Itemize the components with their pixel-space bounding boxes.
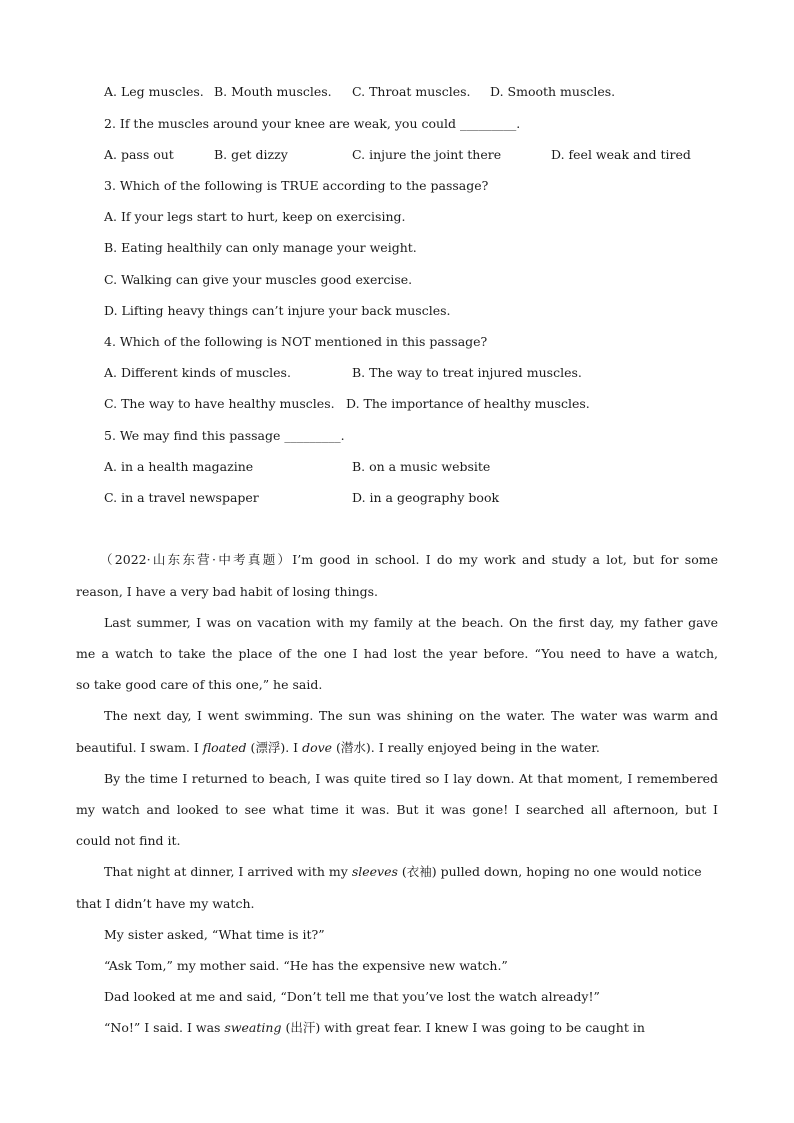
q2-stem: 2. If the muscles around your knee are weak, you could _________. (104, 116, 521, 131)
text-segment: beautiful. I swam. I (76, 740, 203, 755)
q3-option-d: D. Lifting heavy things can’t injure your back muscles. (104, 303, 451, 318)
passage-p3-line1: The next day, I went swimming. The sun was shining on the water. The water was warm and (104, 708, 718, 723)
passage-p2-line2: me a watch to take the place of the one I had lost the year before. “You need to have a watch, (76, 646, 718, 661)
q5-option-c: C. in a travel newspaper (104, 490, 259, 505)
text-segment: (衣袖) pulled down, hoping no one would notice (397, 864, 702, 879)
vocab-sleeves: sleeves (351, 864, 398, 879)
passage-p2-line1: Last summer, I was on vacation with my family at the beach. On the first day, my father gave (104, 615, 718, 630)
q4-option-d: D. The importance of healthy muscles. (346, 396, 590, 411)
q5-stem: 5. We may find this passage _________. (104, 428, 345, 443)
passage-p4-line3: could not find it. (76, 833, 181, 848)
passage-p5-line1 (104, 864, 702, 880)
passage-p4-line2: my watch and looked to see what time it was. But it was gone! I searched all afternoon, but I (76, 802, 718, 817)
q4-option-b: B. The way to treat injured muscles. (352, 365, 582, 380)
passage-p8: Dad looked at me and said, “Don’t tell me that you’ve lost the watch already!” (104, 989, 600, 1004)
text-segment: “No!” I said. I was (104, 1020, 225, 1035)
q4-option-a: A. Different kinds of muscles. (104, 365, 291, 380)
q1-option-b: B. Mouth muscles. (214, 84, 332, 99)
q2-option-b: B. get dizzy (214, 147, 288, 162)
passage-p2-line3: so take good care of this one,” he said. (76, 677, 323, 692)
passage-p7: “Ask Tom,” my mother said. “He has the expensive new watch.” (104, 958, 508, 973)
q2-option-a: A. pass out (104, 147, 174, 162)
vocab-dove: dove (302, 740, 333, 755)
passage-p6: My sister asked, “What time is it?” (104, 927, 325, 942)
passage-p1-line1: （2022·山东东营·中考真题）I’m good in school. I do my work and study a lot, but for some (100, 552, 718, 567)
q4-option-c: C. The way to have healthy muscles. (104, 396, 335, 411)
q5-option-d: D. in a geography book (352, 490, 500, 505)
q3-option-a: A. If your legs start to hurt, keep on exercising. (104, 209, 406, 224)
q3-option-b: B. Eating healthily can only manage your weight. (104, 240, 417, 255)
q4-stem: 4. Which of the following is NOT mentioned in this passage? (104, 334, 488, 349)
vocab-floated: floated (202, 740, 247, 755)
q1-option-c: C. Throat muscles. (352, 84, 471, 99)
passage-p9 (104, 1020, 645, 1036)
q1-option-a: A. Leg muscles. (104, 84, 204, 99)
q5-option-a: A. in a health magazine (104, 459, 254, 474)
text-segment: (潜水). I really enjoyed being in the water. (332, 740, 600, 755)
text-segment: (漂浮). I (246, 740, 303, 755)
text-segment: (出汗) with great fear. I knew I was going to be caught in (281, 1020, 645, 1035)
passage-p1-line2: reason, I have a very bad habit of losing things. (76, 584, 379, 599)
vocab-sweating: sweating (224, 1020, 282, 1035)
passage-p4-line1: By the time I returned to beach, I was quite tired so I lay down. At that moment, I remembered (104, 771, 718, 786)
q3-stem: 3. Which of the following is TRUE according to the passage? (104, 178, 489, 193)
passage-p5-line2: that I didn’t have my watch. (76, 896, 255, 911)
text-segment: That night at dinner, I arrived with my (104, 864, 352, 879)
q2-option-c: C. injure the joint there (352, 147, 502, 162)
q3-option-c: C. Walking can give your muscles good exercise. (104, 272, 413, 287)
q5-option-b: B. on a music website (352, 459, 491, 474)
q2-option-d: D. feel weak and tired (551, 147, 691, 162)
passage-p3-line2 (76, 740, 600, 756)
q1-option-d: D. Smooth muscles. (490, 84, 616, 99)
